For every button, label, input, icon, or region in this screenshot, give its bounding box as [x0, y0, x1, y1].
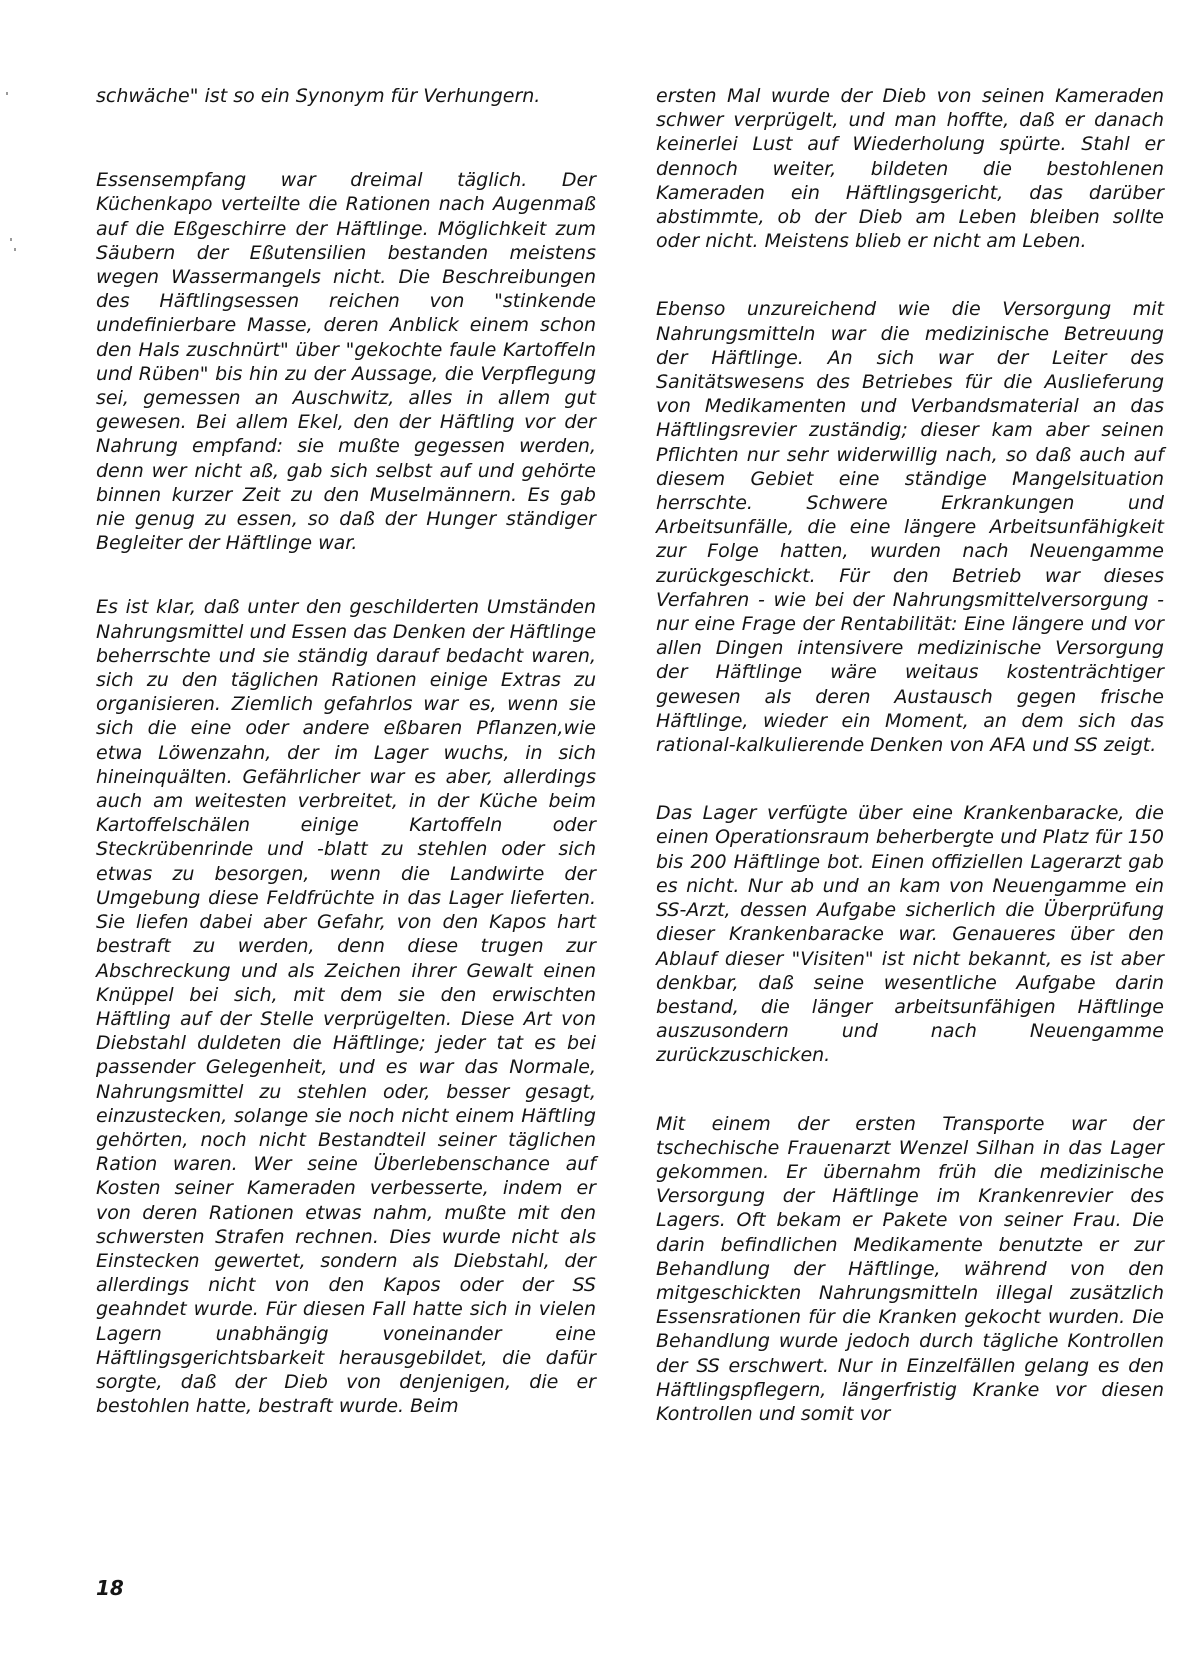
left-text-column [96, 84, 596, 1418]
scan-speck [14, 248, 16, 251]
paragraph: Essensempfang war dreimal täglich. Der Küchenkapo verteilte die Rationen nach Augenmaß auf die Eßgeschirre der Häftlinge. Möglichkeit zum Säubern der Eßutensilien bestanden meistens wegen Wassermangels nicht. Die Beschreibungen des Häftlingsessen reichen von "stinkende undefinierbare Masse, deren Anblick einem schon den Hals zuschnürt" über "gekochte faule Kartoffeln und Rüben" bis hin zu der Aussage, die Verpflegung sei, gemessen an Auschwitz, alles in allem gut gewesen. Bei allem Ekel, den der Häftling vor der Nahrung empfand: sie mußte gegessen werden, denn wer nicht aß, gab sich selbst auf und gehörte binnen kurzer Zeit zu den Muselmännern. Es gab nie genug zu essen, so daß der Hunger ständiger Begleiter der Häftlinge war. [96, 169, 596, 555]
paragraph: Es ist klar, daß unter den geschilderten Umständen Nahrungsmittel und Essen das Denken der Häftlinge beherrschte und sie ständig darauf bedacht waren, sich zu den täglichen Rationen einige Extras zu organisieren. Ziemlich gefahrlos war es, wenn sie sich die eine oder andere eßbaren Pflanzen,wie etwa Löwenzahn, der im Lager wuchs, in sich hineinquälten. Gefährlicher war es aber, allerdings auch am weitesten verbreitet, in der Küche beim Kartoffelschälen einige Kartoffeln oder Steckrübenrinde und -blatt zu stehlen oder sich etwas zu besorgen, wenn die Landwirte der Umgebung diese Feldfrüchte in das Lager lieferten. Sie liefen dabei aber Gefahr, von den Kapos hart bestraft zu werden, denn diese trugen zur Abschreckung und als Zeichen ihrer Gewalt einen Knüppel bei sich, mit dem sie den erwischten Häftling auf der Stelle verprügelten. Diese Art von Diebstahl duldeten die Häftlinge; jeder tat es bei passender Gelegenheit, und es war das Normale, Nahrungsmittel zu stehlen oder, besser gesagt, einzustecken, solange sie noch nicht einem Häftling gehörten, noch nicht Bestandteil seiner täglichen Ration waren. Wer seine Überlebenschance auf Kosten seiner Kameraden verbesserte, indem er von deren Rationen etwas nahm, mußte mit den schwersten Strafen rechnen. Dies wurde nicht als Einstecken gewertet, sondern als Diebstahl, der allerdings nicht von den Kapos oder der SS geahndet wurde. Für diesen Fall hatte sich in vielen Lagern unabhängig voneinander eine Häftlingsgerichtsbarkeit herausgebildet, die dafür sorgte, daß der Dieb von denjenigen, die er bestohlen hatte, bestraft wurde. Beim [96, 596, 597, 1418]
paragraph: Mit einem der ersten Transporte war der tschechische Frauenarzt Wenzel Silhan in das Lager gekommen. Er übernahm früh die medizinische Versorgung der Häftlinge im Krankenrevier des Lagers. Oft bekam er Pakete von seiner Frau. Die darin befindlichen Medikamente benutzte er zur Behandlung der Häftlinge, während von den mitgeschickten Nahrungsmitteln illegal zusätzlich Essensrationen für die Kranken gekocht wurden. Die Behandlung wurde jedoch durch tägliche Kontrollen der SS erschwert. Nur in Einzelfällen gelang es den Häftlingspflegern, längerfristig Kranke vor diesen Kontrollen und somit vor [656, 1112, 1164, 1425]
scan-speck [6, 92, 8, 95]
paragraph: ersten Mal wurde der Dieb von seinen Kameraden schwer verprügelt, und man hoffte, daß er danach keinerlei Lust auf Wiederholung spürte. Stahl er dennoch weiter, bildeten die bestohlenen Kameraden ein Häftlingsgericht, das darüber abstimmte, ob der Dieb am Leben bleiben sollte oder nicht. Meistens blieb er nicht am Leben. [656, 85, 1164, 253]
paragraph: schwäche" ist so ein Synonym für Verhungern. [96, 85, 541, 107]
paragraph: Das Lager verfügte über eine Krankenbaracke, die einen Operationsraum beherbergte und Platz für 150 bis 200 Häftlinge bot. Einen offiziellen Lagerarzt gab es nicht. Nur ab und an kam von Neuengamme ein SS-Arzt, dessen Aufgabe sicherlich die Überprüfung dieser Krankenbaracke war. Genaueres über den Ablauf dieser "Visiten" ist nicht bekannt, es ist aber denkbar, daß seine wesentliche Aufgabe darin bestand, die länger arbeitsunfähigen Häftlinge auszusondern und nach Neuengamme zurückzuschicken. [656, 802, 1164, 1067]
right-text-column [656, 84, 1164, 1426]
paragraph: Ebenso unzureichend wie die Versorgung mit Nahrungsmitteln war die medizinische Betreuung der Häftlinge. An sich war der Leiter des Sanitätswesens des Betriebes für die Auslieferung von Medikamenten und Verbandsmaterial an das Häftlingsrevier zuständig; dieser kam aber seinen Pflichten nur sehr widerwillig nach, so daß auch auf diesem Gebiet eine ständige Mangelsituation herrschte. Schwere Erkrankungen und Arbeitsunfälle, die eine längere Arbeitsunfähigkeit zur Folge hatten, wurden nach Neuengamme zurückgeschickt. Für den Betrieb war dieses Verfahren - wie bei der Nahrungsmittelversorgung - nur eine Frage der Rentabilität: Eine längere und vor allen Dingen intensivere medizinische Versorgung der Häftlinge wäre weitaus kostenträchtiger gewesen als deren Austausch gegen frische Häftlinge, wieder ein Moment, an dem sich das rational-kalkulierende Denken von AFA und SS zeigt. [656, 298, 1164, 757]
scan-speck [10, 238, 12, 241]
page-number: 18 [96, 1576, 124, 1600]
